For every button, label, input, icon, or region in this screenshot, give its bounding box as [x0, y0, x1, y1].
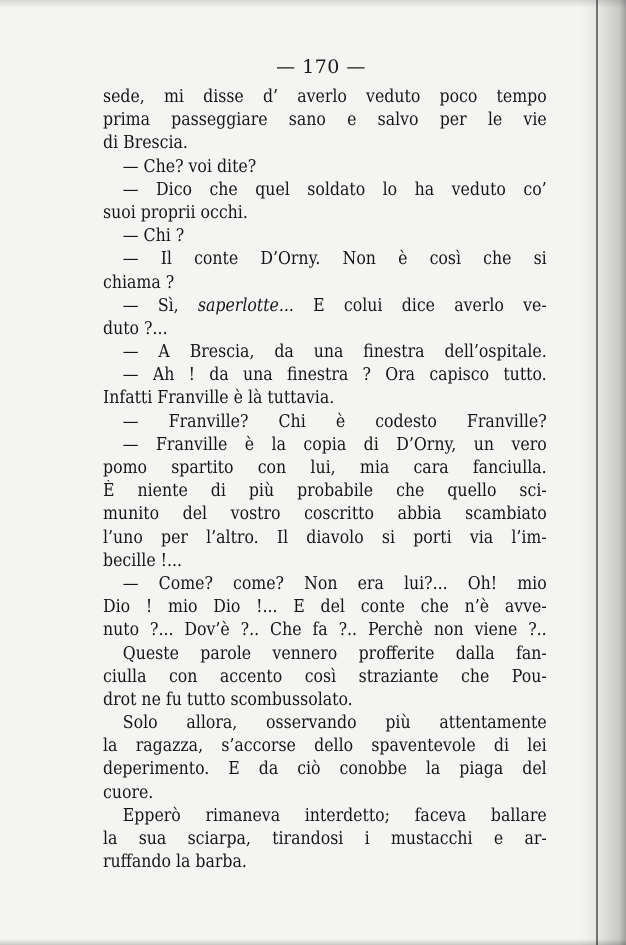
- text-line: — Sì, saperlotte... E colui dice averlo ve-: [122, 295, 547, 316]
- text-line: Epperò rimaneva interdetto; faceva ballare: [122, 805, 547, 826]
- text-line: Solo allora, osservando più attentamente: [122, 713, 547, 734]
- text-line: — Il conte D’Orny. Non è così che si: [122, 249, 547, 270]
- body-text: [103, 86, 547, 874]
- text-line: chiama ?: [103, 272, 175, 293]
- text-line: duto ?...: [103, 318, 168, 339]
- page-bottom-edge: [0, 939, 626, 945]
- text-line: — Franville? Chi è codesto Franville?: [122, 411, 547, 432]
- text-line: Dio ! mio Dio !... E del conte che n’è avve-: [103, 597, 547, 618]
- page-edge-line: [596, 0, 598, 945]
- text-line: munito del vostro coscritto abbia scambiato: [103, 504, 547, 525]
- text-line: Queste parole vennero profferite dalla fan-: [122, 643, 547, 664]
- text-line: ciulla con accento così straziante che Pou-: [103, 666, 547, 687]
- text-line: — Ah ! da una finestra ? Ora capisco tutto.: [122, 365, 547, 386]
- text-line: ruffando la barba.: [103, 852, 247, 873]
- text-line: cuore.: [103, 782, 154, 803]
- page-number: — 170 —: [276, 56, 366, 78]
- text-line: deperimento. E da ciò conobbe la piaga del: [103, 759, 547, 780]
- text-line: — Che? voi dite?: [122, 156, 257, 177]
- text-line: l’uno per l’altro. Il diavolo si porti via l’im-: [103, 527, 547, 548]
- text-line: drot ne fu tutto scombussolato.: [103, 689, 353, 710]
- text-line: pomo spartito con lui, mia cara fanciulla.: [103, 458, 547, 478]
- text-line: Infatti Franville è là tuttavia.: [103, 388, 335, 409]
- page-gutter-shadow: [580, 0, 626, 945]
- text-line: — Franville è la copia di D’Orny, un vero: [122, 434, 547, 455]
- text-line: È niente di più probabile che quello sci-: [103, 481, 547, 502]
- text-line: di Brescia.: [103, 133, 188, 154]
- text-line: la ragazza, s’accorse dello spaventevole di lei: [103, 736, 547, 757]
- text-line: sede, mi disse d’ averlo veduto poco tempo: [103, 87, 547, 107]
- text-line: — A Brescia, da una finestra dell’ospitale.: [122, 342, 547, 363]
- text-line: prima passeggiare sano e salvo per le vie: [103, 110, 547, 131]
- text-line: nuto ?... Dov’è ?.. Che fa ?.. Perchè non viene ?..: [103, 620, 547, 641]
- text-line: — Come? come? Non era lui?... Oh! mio: [122, 573, 547, 594]
- text-line: — Chi ?: [122, 226, 185, 247]
- text-line: — Dico che quel soldato lo ha veduto co’: [122, 179, 547, 200]
- text-line: suoi proprii occhi.: [103, 202, 248, 223]
- page-top-edge: [0, 0, 626, 8]
- text-line: la sua sciarpa, tirandosi i mustacchi e ar-: [103, 829, 547, 849]
- text-line: becille !...: [103, 550, 183, 571]
- italic-word: saperlotte...: [197, 295, 294, 316]
